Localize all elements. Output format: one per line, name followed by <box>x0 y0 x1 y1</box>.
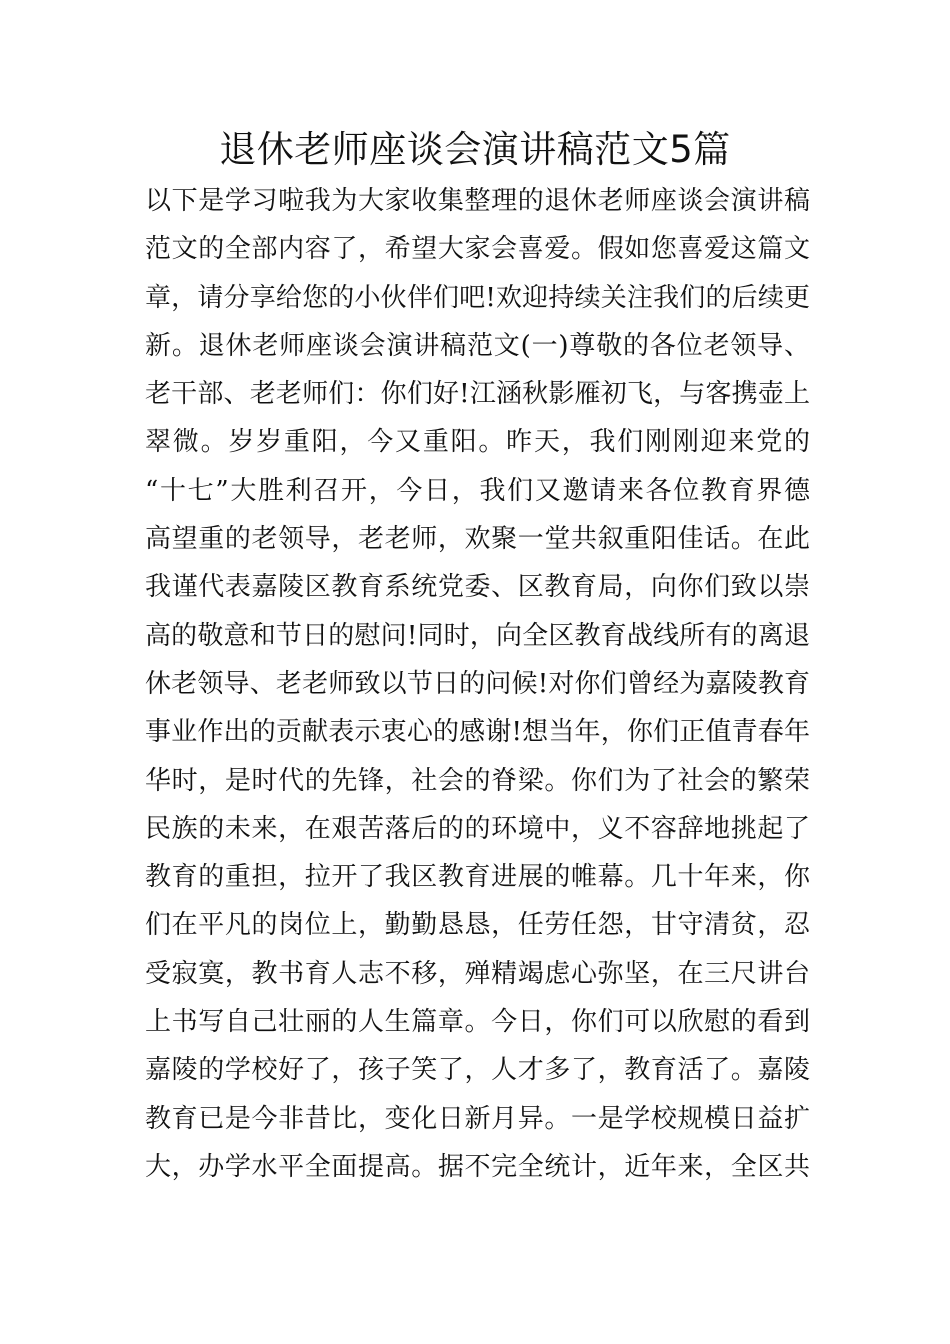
body-line-20: 教育已是今非昔比，变化日新月异。一是学校规模日益扩 <box>145 1103 810 1134</box>
body-line-4: 新。退休老师座谈会演讲稿范文(一)尊敬的各位老领导、 <box>145 330 810 361</box>
body-line-3: 章，请分享给您的小伙伴们吧!欢迎持续关注我们的后续更 <box>145 282 810 313</box>
body-line-1: 以下是学习啦我为大家收集整理的退休老师座谈会演讲稿 <box>145 186 810 216</box>
body-line-2: 范文的全部内容了，希望大家会喜爱。假如您喜爱这篇文 <box>145 234 810 265</box>
body-line-11: 休老领导、老老师致以节日的问候!对你们曾经为嘉陵教育 <box>145 668 810 699</box>
body-line-12: 事业作出的贡献表示衷心的感谢!想当年，你们正值青春年 <box>145 717 810 748</box>
body-line-10: 高的敬意和节日的慰问!同时，向全区教育战线所有的离退 <box>145 620 810 651</box>
body-line-9: 我谨代表嘉陵区教育系统党委、区教育局，向你们致以崇 <box>145 572 810 603</box>
body-line-8: 高望重的老领导，老老师，欢聚一堂共叙重阳佳话。在此 <box>145 524 810 555</box>
body-line-13: 华时，是时代的先锋，社会的脊梁。你们为了社会的繁荣 <box>145 765 810 796</box>
document-title: 退休老师座谈会演讲稿范文5篇 <box>219 128 731 171</box>
body-line-15: 教育的重担，拉开了我区教育进展的帷幕。几十年来，你 <box>145 862 810 893</box>
body-line-5: 老干部、老老师们：你们好!江涵秋影雁初飞，与客携壶上 <box>145 379 810 410</box>
body-line-18: 上书写自己壮丽的人生篇章。今日，你们可以欣慰的看到 <box>145 1007 810 1038</box>
body-line-6: 翠微。岁岁重阳，今又重阳。昨天，我们刚刚迎来党的 <box>145 427 810 458</box>
body-line-17: 受寂寞，教书育人志不移，殚精竭虑心弥坚，在三尺讲台 <box>145 958 810 989</box>
document-body <box>145 177 810 1191</box>
body-line-14: 民族的未来，在艰苦落后的的环境中，义不容辞地挑起了 <box>145 813 810 844</box>
body-line-19: 嘉陵的学校好了，孩子笑了，人才多了，教育活了。嘉陵 <box>145 1055 810 1086</box>
body-line-16: 们在平凡的岗位上，勤勤恳恳，任劳任怨，甘守清贫，忍 <box>145 910 810 941</box>
body-line-21: 大，办学水平全面提高。据不完全统计，近年来，全区共 <box>145 1151 810 1182</box>
body-line-7: “十七”大胜利召开，今日，我们又邀请来各位教育界德 <box>145 475 810 506</box>
